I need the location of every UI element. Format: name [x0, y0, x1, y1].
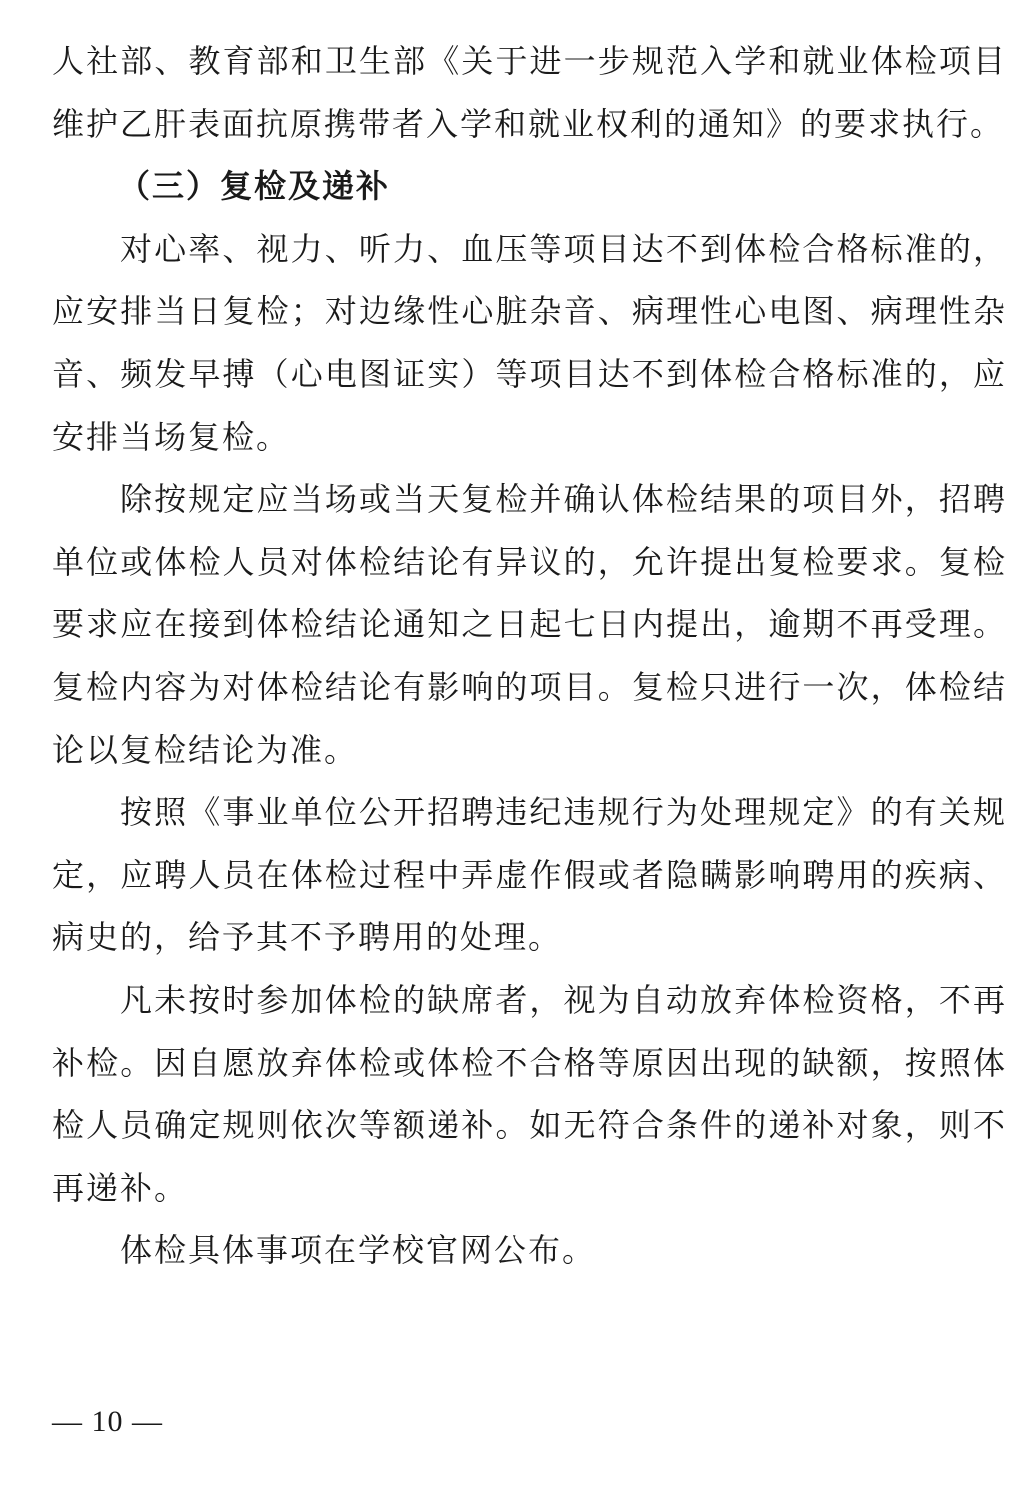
paragraph-recheck-items: 对心率、视力、听力、血压等项目达不到体检合格标准的，应安排当日复检；对边缘性心脏杂音、病理性心电图、病理性杂音、频发早搏（心电图证实）等项目达不到体检合格标准的，应安排当场复检。: [52, 229, 1007, 456]
page-number: — 10 —: [52, 1405, 163, 1438]
paragraph-recheck-request: 除按规定应当场或当天复检并确认体检结果的项目外，招聘单位或体检人员对体检结论有异议的，允许提出复检要求。复检要求应在接到体检结论通知之日起七日内提出，逾期不再受理。复检内容为对体检结论有影响的项目。复检只进行一次，体检结论以复检结论为准。: [52, 480, 1007, 769]
paragraph-absence-replacement: 凡未按时参加体检的缺席者，视为自动放弃体检资格，不再补检。因自愿放弃体检或体检不合格等原因出现的缺额，按照体检人员确定规则依次等额递补。如无符合条件的递补对象，则不再递补。: [52, 980, 1007, 1207]
paragraph-continuation: 人社部、教育部和卫生部《关于进一步规范入学和就业体检项目维护乙肝表面抗原携带者入学和就业权利的通知》的要求执行。: [52, 42, 1007, 143]
paragraph-announcement: 体检具体事项在学校官网公布。: [120, 1231, 597, 1270]
document-page: [52, 30, 1007, 1282]
paragraph-violation-rules: 按照《事业单位公开招聘违纪违规行为处理规定》的有关规定，应聘人员在体检过程中弄虚作假或者隐瞒影响聘用的疾病、病史的，给予其不予聘用的处理。: [52, 793, 1007, 957]
section-heading: （三）复检及递补: [118, 167, 391, 206]
